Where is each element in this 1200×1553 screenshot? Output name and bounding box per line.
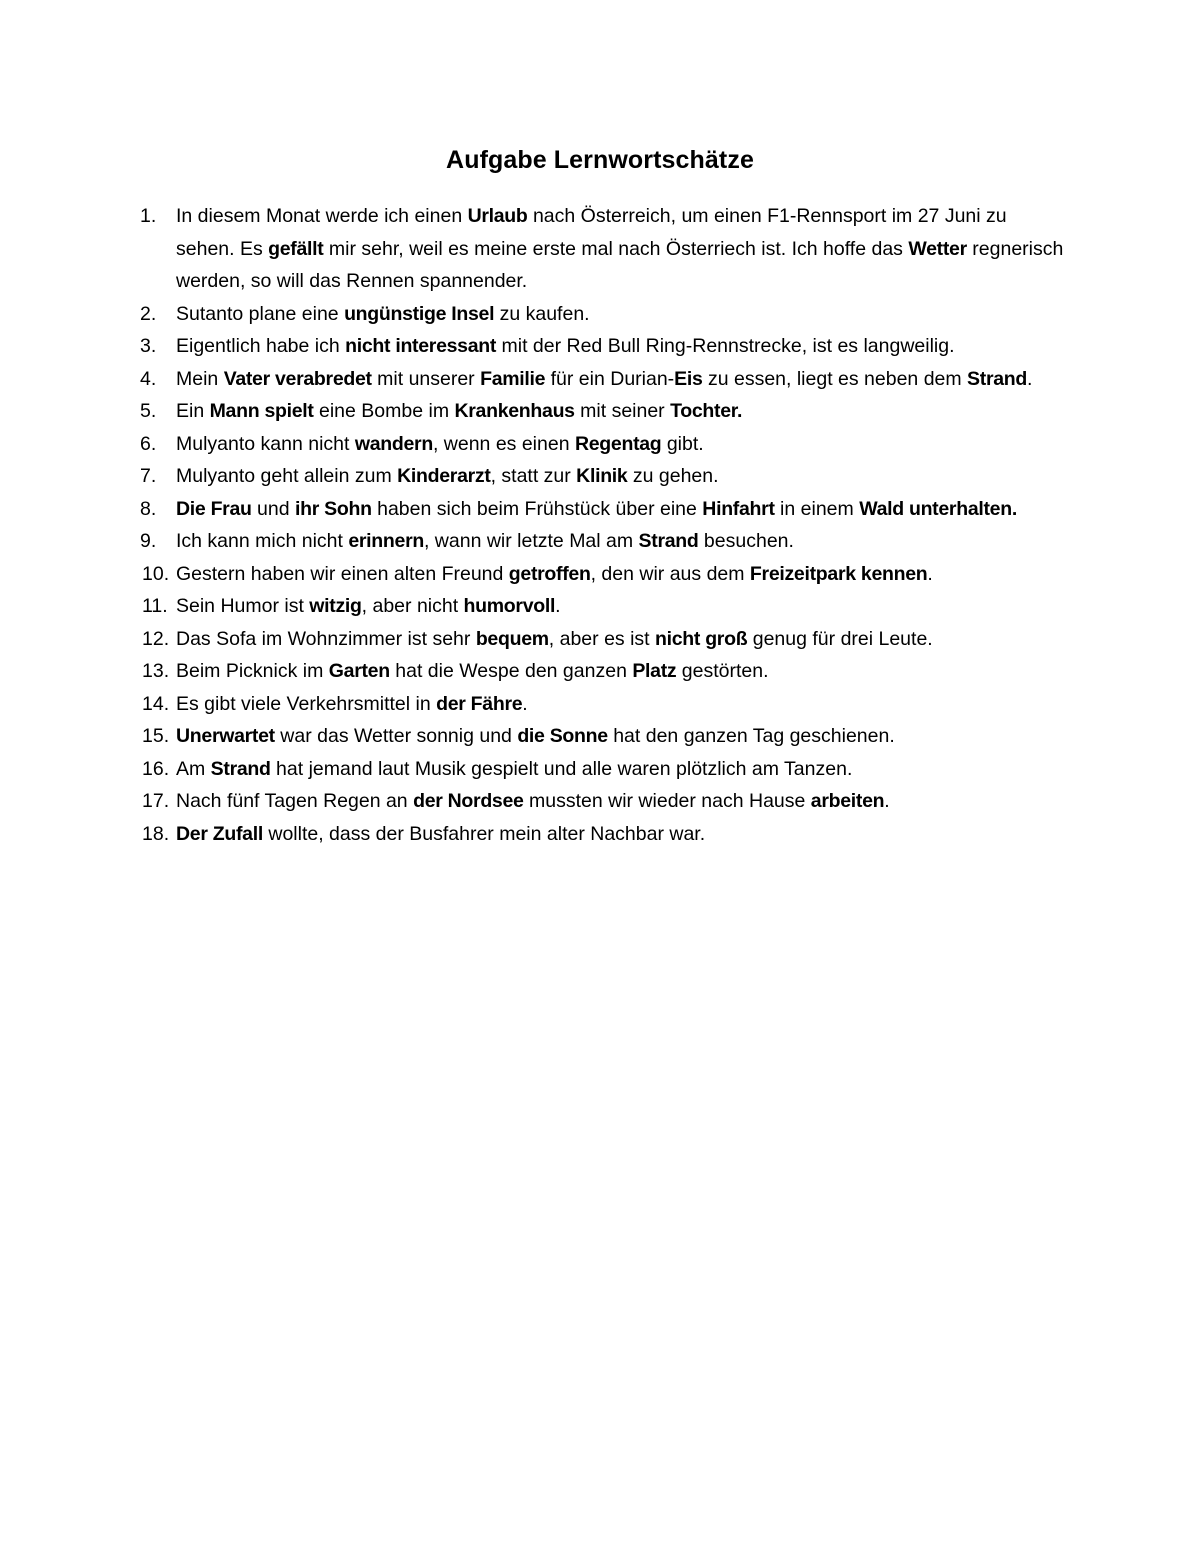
list-item-text [176,823,705,845]
sentence-text: . [555,595,561,617]
list-item [128,395,1068,428]
list-item-text [176,498,1017,520]
list-item-number: 17. [142,790,170,812]
vocabulary-term: Freizeitpark kennen [749,562,928,585]
vocabulary-term: humorvoll [463,595,556,617]
sentence-text: zu essen, liegt es neben dem [702,367,968,390]
sentence-text: Nach fünf Tagen Regen an [176,790,414,812]
list-item [128,525,1068,558]
sentence-text: Sein Humor ist [176,595,310,617]
list-item [128,558,1068,591]
sentence-text: , den wir aus dem [590,562,750,585]
list-item [128,590,1068,623]
list-item-number: 4. [140,367,157,390]
vocabulary-term: Wetter [908,237,967,260]
list-item [128,493,1068,526]
sentence-text: mir sehr, weil es meine erste mal nach Österriech ist. Ich hoffe das [323,237,909,260]
vocabulary-term: nicht groß [655,627,748,650]
exercise-list [128,200,1068,850]
list-item-text [176,563,933,585]
sentence-text: Gestern haben wir einen alten Freund [176,562,509,585]
sentence-text: mussten wir wieder nach Hause [523,790,811,812]
vocabulary-term: Familie [480,367,546,390]
vocabulary-term: Tochter. [670,400,743,422]
vocabulary-term: Wald unterhalten. [859,497,1017,520]
vocabulary-term: ungünstige Insel [344,302,495,325]
sentence-text: , aber nicht [361,595,464,617]
list-item [128,623,1068,656]
sentence-text: Es gibt viele Verkehrsmittel in [176,692,437,715]
sentence-text: mit unserer [371,367,481,390]
list-item-number: 12. [142,627,170,650]
vocabulary-term: Klinik [576,465,628,487]
list-item-number: 10. [142,562,170,585]
list-item [128,818,1068,851]
vocabulary-term: nicht interessant [345,335,497,357]
vocabulary-term: arbeiten [810,790,885,812]
list-item-text [176,758,852,780]
sentence-text: Am [176,757,211,780]
sentence-text: . [1027,367,1033,390]
sentence-text: in einem [774,497,860,520]
vocabulary-term: Strand [967,367,1028,390]
vocabulary-term: Platz [632,660,677,682]
vocabulary-term: Mann spielt [209,400,314,422]
list-item-number: 9. [140,530,157,552]
vocabulary-term: getroffen [508,562,591,585]
vocabulary-term: erinnern [348,530,424,552]
page-title: Aufgabe Lernwortschätze [446,146,754,174]
list-item-text [176,790,890,812]
sentence-text: nach Österreich, um einen F1-Rennsport im 27 Juni zu sehen. Es [176,205,1007,260]
sentence-text: Ein [176,400,210,422]
list-item [128,785,1068,818]
vocabulary-term: der Nordsee [413,790,524,812]
vocabulary-term: Regentag [574,432,662,455]
sentence-text: wollte, dass der Busfahrer mein alter Nachbar war. [262,822,706,845]
sentence-text: Mulyanto kann nicht [176,432,355,455]
sentence-text: . [522,692,528,715]
vocabulary-term: Kinderarzt [397,465,491,487]
list-item-text [176,628,933,650]
sentence-text: . [927,562,933,585]
list-item [128,330,1068,363]
list-item-text [176,400,742,422]
sentence-text: eine Bombe im [313,400,455,422]
vocabulary-term: Urlaub [467,205,528,227]
list-item-number: 6. [140,432,157,455]
sentence-text: gestörten. [676,660,769,682]
list-item-text [176,433,704,455]
sentence-text: Eigentlich habe ich [176,335,346,357]
list-item-number: 5. [140,400,157,422]
sentence-text: , statt zur [490,465,577,487]
sentence-text: und [251,497,295,520]
list-item [128,688,1068,721]
sentence-text: . [884,790,890,812]
sentence-text: Beim Picknick im [176,660,329,682]
vocabulary-term: Hinfahrt [702,497,775,520]
sentence-text: war das Wetter sonnig und [274,725,518,747]
vocabulary-term: Die Frau [176,497,252,520]
vocabulary-term: gefällt [268,237,324,260]
sentence-text: Ich kann mich nicht [176,530,349,552]
list-item [128,428,1068,461]
sentence-text: haben sich beim Frühstück über eine [371,497,703,520]
sentence-text: , aber es ist [548,627,655,650]
sentence-text: für ein Durian- [545,367,675,390]
list-item-text [176,660,768,682]
vocabulary-term: bequem [475,627,549,650]
sentence-text: mit der Red Bull Ring-Rennstrecke, ist es langweilig. [496,335,955,357]
vocabulary-term: Strand [210,757,271,780]
list-item-number: 1. [140,205,157,227]
list-item-number: 13. [142,660,170,682]
list-item-number: 14. [142,692,170,715]
sentence-text: mit seiner [574,400,671,422]
sentence-text: zu kaufen. [494,302,590,325]
list-item-number: 16. [142,757,170,780]
sentence-text: hat jemand laut Musik gespielt und alle waren plötzlich am Tanzen. [270,757,853,780]
sentence-text: hat die Wespe den ganzen [389,660,633,682]
list-item-text [176,530,794,552]
list-item-text [176,368,1032,390]
vocabulary-term: wandern [354,432,433,455]
list-item-text [176,595,561,617]
list-item-number: 18. [142,822,170,845]
list-item-text [176,335,955,357]
vocabulary-term: die Sonne [517,725,608,747]
sentence-text: besuchen. [698,530,794,552]
vocabulary-term: Vater verabredet [223,367,372,390]
list-item [128,200,1068,298]
vocabulary-term: Der Zufall [176,822,263,845]
list-item-number: 11. [142,595,168,617]
list-item [128,460,1068,493]
sentence-text: hat den ganzen Tag geschienen. [607,725,895,747]
list-item-number: 7. [140,465,157,487]
list-item-text [176,693,528,715]
sentence-text: genug für drei Leute. [747,627,933,650]
vocabulary-term: Krankenhaus [454,400,575,422]
list-item [128,720,1068,753]
list-item [128,363,1068,396]
sentence-text: , wenn es einen [432,432,575,455]
sentence-text: In diesem Monat werde ich einen [176,205,468,227]
list-item-text [176,205,1063,292]
sentence-text: Sutanto plane eine [176,302,345,325]
sentence-text: Das Sofa im Wohnzimmer ist sehr [176,627,476,650]
list-item [128,655,1068,688]
list-item-number: 2. [140,302,157,325]
sentence-text: gibt. [661,432,704,455]
list-item-number: 15. [142,725,170,747]
vocabulary-term: ihr Sohn [295,497,372,520]
list-item-text [176,725,895,747]
list-item-number: 8. [140,497,157,520]
vocabulary-term: der Fähre [436,692,523,715]
sentence-text: Mein [176,367,224,390]
vocabulary-term: witzig [309,595,362,617]
vocabulary-term: Eis [674,367,703,390]
vocabulary-term: Garten [328,660,390,682]
sentence-text: Mulyanto geht allein zum [176,465,398,487]
list-item [128,298,1068,331]
sentence-text: zu gehen. [627,465,719,487]
list-item-text [176,303,590,325]
list-item-text [176,465,719,487]
sentence-text: regnerisch werden, so will das Rennen spannender. [176,237,1064,292]
sentence-text: , wann wir letzte Mal am [423,530,639,552]
list-item-number: 3. [140,335,157,357]
vocabulary-term: Strand [638,530,699,552]
list-item [128,753,1068,786]
vocabulary-term: Unerwartet [176,725,275,747]
